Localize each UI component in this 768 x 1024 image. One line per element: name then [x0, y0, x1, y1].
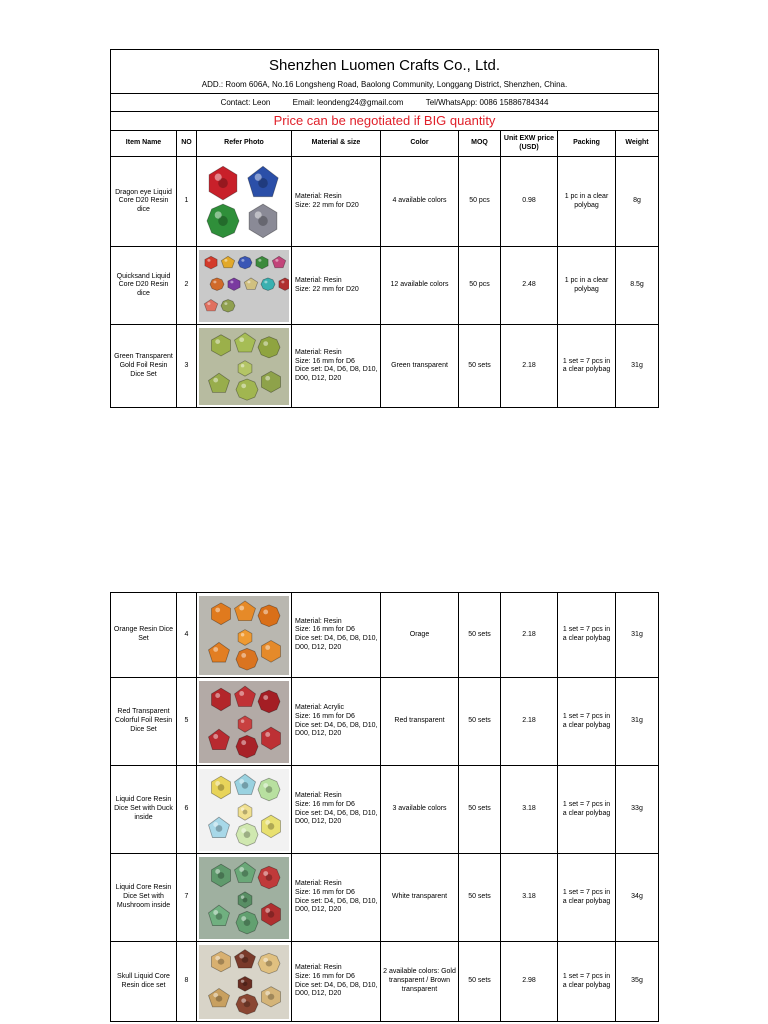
- item-moq: 50 sets: [459, 854, 501, 942]
- item-no: 1: [177, 157, 197, 247]
- item-material: Material: Resin Size: 16 mm for D6 Dice set: D4, D6, D8, D10, D00, D12, D20: [292, 854, 381, 942]
- item-color: Red transparent: [381, 678, 459, 766]
- item-packing: 1 set = 7 pcs in a clear polybag: [558, 593, 616, 678]
- item-color: White transparent: [381, 854, 459, 942]
- item-name: Liquid Core Resin Dice Set with Mushroom inside: [111, 854, 177, 942]
- table-row: [111, 247, 659, 325]
- item-material: Material: Acrylic Size: 16 mm for D6 Dice set: D4, D6, D8, D10, D00, D12, D20: [292, 678, 381, 766]
- dice-photo: [199, 857, 289, 939]
- table-row: [111, 854, 659, 942]
- item-no: 4: [177, 593, 197, 678]
- item-weight: 35g: [616, 942, 659, 1022]
- item-photo: [197, 766, 292, 854]
- item-name: Quicksand Liquid Core D20 Resin dice: [111, 247, 177, 325]
- contact-email: Email: leondeng24@gmail.com: [292, 97, 404, 107]
- item-color: Green transparent: [381, 325, 459, 408]
- header-moq: MOQ: [459, 131, 501, 157]
- item-moq: 50 sets: [459, 678, 501, 766]
- item-price: 3.18: [501, 766, 558, 854]
- header-material: Material & size: [292, 131, 381, 157]
- item-material: Material: Resin Size: 16 mm for D6 Dice set: D4, D6, D8, D10, D00, D12, D20: [292, 325, 381, 408]
- item-color: 3 available colors: [381, 766, 459, 854]
- table-row: [111, 593, 659, 678]
- header-packing: Packing: [558, 131, 616, 157]
- table-row: [111, 942, 659, 1022]
- item-packing: 1 pc in a clear polybag: [558, 247, 616, 325]
- item-material: Material: Resin Size: 22 mm for D20: [292, 157, 381, 247]
- price-table-top: [110, 49, 659, 408]
- table-header: [111, 131, 659, 157]
- dice-photo: [199, 328, 289, 405]
- item-price: 2.18: [501, 325, 558, 408]
- item-color: 4 available colors: [381, 157, 459, 247]
- price-table-bottom: [110, 592, 659, 1022]
- item-packing: 1 set = 7 pcs in a clear polybag: [558, 678, 616, 766]
- item-material: Material: Resin Size: 16 mm for D6 Dice set: D4, D6, D8, D10, D00, D12, D20: [292, 942, 381, 1022]
- item-name: Orange Resin Dice Set: [111, 593, 177, 678]
- item-name: Red Transparent Colorful Foil Resin Dice Set: [111, 678, 177, 766]
- company-name: Shenzhen Luomen Crafts Co., Ltd.: [111, 50, 659, 78]
- item-name: Dragon eye Liquid Core D20 Resin dice: [111, 157, 177, 247]
- company-address: ADD.: Room 606A, No.16 Longsheng Road, Baolong Community, Longgang District, Shenzhen, China.: [111, 77, 659, 94]
- item-packing: 1 set = 7 pcs in a clear polybag: [558, 766, 616, 854]
- dice-photo: [199, 769, 289, 851]
- table-row: [111, 766, 659, 854]
- item-moq: 50 pcs: [459, 157, 501, 247]
- item-photo: [197, 325, 292, 408]
- item-price: 2.98: [501, 942, 558, 1022]
- item-photo: [197, 854, 292, 942]
- item-material: Material: Resin Size: 16 mm for D6 Dice set: D4, D6, D8, D10, D00, D12, D20: [292, 593, 381, 678]
- item-no: 5: [177, 678, 197, 766]
- item-packing: 1 set = 7 pcs in a clear polybag: [558, 854, 616, 942]
- item-moq: 50 pcs: [459, 247, 501, 325]
- item-price: 0.98: [501, 157, 558, 247]
- header-price: Unit EXW price (USD): [501, 131, 558, 157]
- item-weight: 34g: [616, 854, 659, 942]
- header-item-name: Item Name: [111, 131, 177, 157]
- contact-name: Contact: Leon: [220, 97, 271, 107]
- header-no: NO: [177, 131, 197, 157]
- item-name: Liquid Core Resin Dice Set with Duck inside: [111, 766, 177, 854]
- dice-photo: [199, 681, 289, 763]
- item-moq: 50 sets: [459, 766, 501, 854]
- item-photo: [197, 593, 292, 678]
- item-weight: 31g: [616, 325, 659, 408]
- item-packing: 1 pc in a clear polybag: [558, 157, 616, 247]
- item-no: 7: [177, 854, 197, 942]
- item-weight: 8.5g: [616, 247, 659, 325]
- item-photo: [197, 678, 292, 766]
- item-packing: 1 set = 7 pcs in a clear polybag: [558, 325, 616, 408]
- header-color: Color: [381, 131, 459, 157]
- item-name: Skull Liquid Core Resin dice set: [111, 942, 177, 1022]
- item-no: 3: [177, 325, 197, 408]
- table-row: [111, 678, 659, 766]
- contact-line: [111, 94, 659, 112]
- item-packing: 1 set = 7 pcs in a clear polybag: [558, 942, 616, 1022]
- item-weight: 31g: [616, 678, 659, 766]
- item-material: Material: Resin Size: 16 mm for D6 Dice set: D4, D6, D8, D10, D00, D12, D20: [292, 766, 381, 854]
- dice-photo: [199, 596, 289, 675]
- item-no: 6: [177, 766, 197, 854]
- dice-photo: [199, 250, 289, 322]
- item-weight: 31g: [616, 593, 659, 678]
- item-color: 2 available colors: Gold transparent / Brown transparent: [381, 942, 459, 1022]
- table-row: [111, 325, 659, 408]
- item-color: Orage: [381, 593, 459, 678]
- item-price: 3.18: [501, 854, 558, 942]
- item-price: 2.18: [501, 593, 558, 678]
- item-weight: 8g: [616, 157, 659, 247]
- contact-phone: Tel/WhatsApp: 0086 15886784344: [425, 97, 549, 107]
- item-price: 2.48: [501, 247, 558, 325]
- item-no: 2: [177, 247, 197, 325]
- item-color: 12 available colors: [381, 247, 459, 325]
- item-photo: [197, 942, 292, 1022]
- item-material: Material: Resin Size: 22 mm for D20: [292, 247, 381, 325]
- header-weight: Weight: [616, 131, 659, 157]
- item-photo: [197, 247, 292, 325]
- header-photo: Refer Photo: [197, 131, 292, 157]
- dice-photo: [199, 160, 289, 244]
- promo-banner: Price can be negotiated if BIG quantity: [111, 112, 659, 131]
- item-weight: 33g: [616, 766, 659, 854]
- item-no: 8: [177, 942, 197, 1022]
- dice-photo: [199, 945, 289, 1019]
- item-name: Green Transparent Gold Foil Resin Dice Set: [111, 325, 177, 408]
- item-moq: 50 sets: [459, 942, 501, 1022]
- table-row: [111, 157, 659, 247]
- item-moq: 50 sets: [459, 325, 501, 408]
- item-photo: [197, 157, 292, 247]
- item-price: 2.18: [501, 678, 558, 766]
- item-moq: 50 sets: [459, 593, 501, 678]
